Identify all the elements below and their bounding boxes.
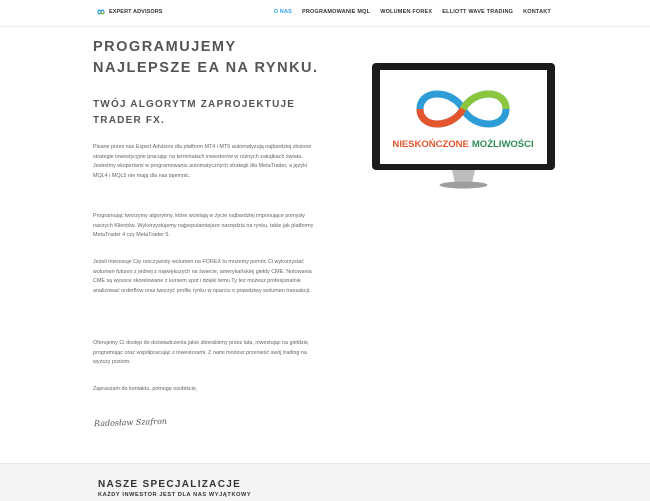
intro-paragraph: Pisane przez nas Expert Advisors dla platform MT4 i MT5 automatyzują najbardziej złożone strategie inwestycyjne pracując na terminalach inwestorów w różnych zakątkach świata. Jesteśmy ekspertami w programowaniu automatycznych strategii dla MetaTrader, a języki MQL4 i MQL5 nie mają dla nas tajemnic. xyxy=(93,144,312,179)
experience-paragraph: Oferujemy Ci dostęp do doświadczenia jakie zbieraliśmy przez lata, inwestując na giełdzie, programując oraz współpracując z inwestorami. Z nami możesz przenieść swój trading na wyższy poziom. xyxy=(93,340,310,366)
nav-item-kontakt[interactable]: KONTAKT xyxy=(523,9,551,15)
monitor-illustration xyxy=(372,63,555,193)
slogan-part-2: MOŻLIWOŚCI xyxy=(471,139,534,150)
subheadline-line-2: TRADER FX. xyxy=(93,115,165,126)
monitor-stand-base xyxy=(440,182,488,189)
monitor-slogan xyxy=(392,138,533,150)
specializations-subtitle: KAŻDY INWESTOR JEST DLA NAS WYJĄTKOWY xyxy=(98,492,252,498)
nav-item-o-nas[interactable]: O NAS xyxy=(273,9,292,15)
main-nav xyxy=(264,9,551,15)
contact-invite-paragraph: Zapraszam do kontaktu, pomogę osobiście, xyxy=(93,386,198,392)
page-subheadline xyxy=(93,97,323,129)
volume-paragraph-end: z jednej z największych na świecie, amerykańskiej giełdy CME. Notowania CME są wysoce skorelowane z kursem spot i dzięki temu Ty też możesz profesjonalnie analizować orderflow oraz tworzyć profile rynku w oparciu o prawdziwy wolumen transakcji. xyxy=(93,268,312,294)
logo-text: EXPERT ADVISORS xyxy=(109,9,163,15)
infinity-logo-icon xyxy=(95,8,107,16)
site-logo[interactable] xyxy=(95,8,163,16)
page-headline xyxy=(93,37,353,79)
headline-line-1: PROGRAMUJEMY xyxy=(93,39,237,55)
subheadline-line-1: TWÓJ ALGORYTM ZAPROJEKTUJE xyxy=(93,99,296,110)
volume-futures-emphasis: wolumen futures xyxy=(93,268,133,275)
volume-paragraph xyxy=(93,258,321,296)
signature: Radosław Szafron xyxy=(93,416,168,429)
headline-line-2: NAJLEPSZE EA NA RYNKU. xyxy=(93,60,319,76)
specializations-title: NASZE SPECJALIZACJE xyxy=(98,479,242,490)
nav-item-programowanie-mql[interactable]: PROGRAMOWANIE MQL xyxy=(302,9,371,15)
nav-item-elliott-wave-trading[interactable]: ELLIOTT WAVE TRADING xyxy=(442,9,514,15)
volume-paragraph-start: Jeżeli interesuje Cię rzeczywisty wolumen na FOREX to możemy pomóc Ci wykorzystać xyxy=(93,259,304,265)
algorithms-paragraph: Programując tworzymy algorytmy, które wcielają w życie najbardziej imponujące pomysły naszych Klientów. Wykorzystujemy najpopularniejsze narzędzia na rynku, takie jak platformy MetaTrader 4 czy MetaTrader 5. xyxy=(93,213,314,239)
top-navigation-bar xyxy=(0,0,650,27)
nav-item-wolumen-forex[interactable]: WOLUMEN FOREX xyxy=(380,9,433,15)
slogan-part-1: NIESKOŃCZONE xyxy=(392,139,469,150)
monitor-neck xyxy=(452,170,475,183)
